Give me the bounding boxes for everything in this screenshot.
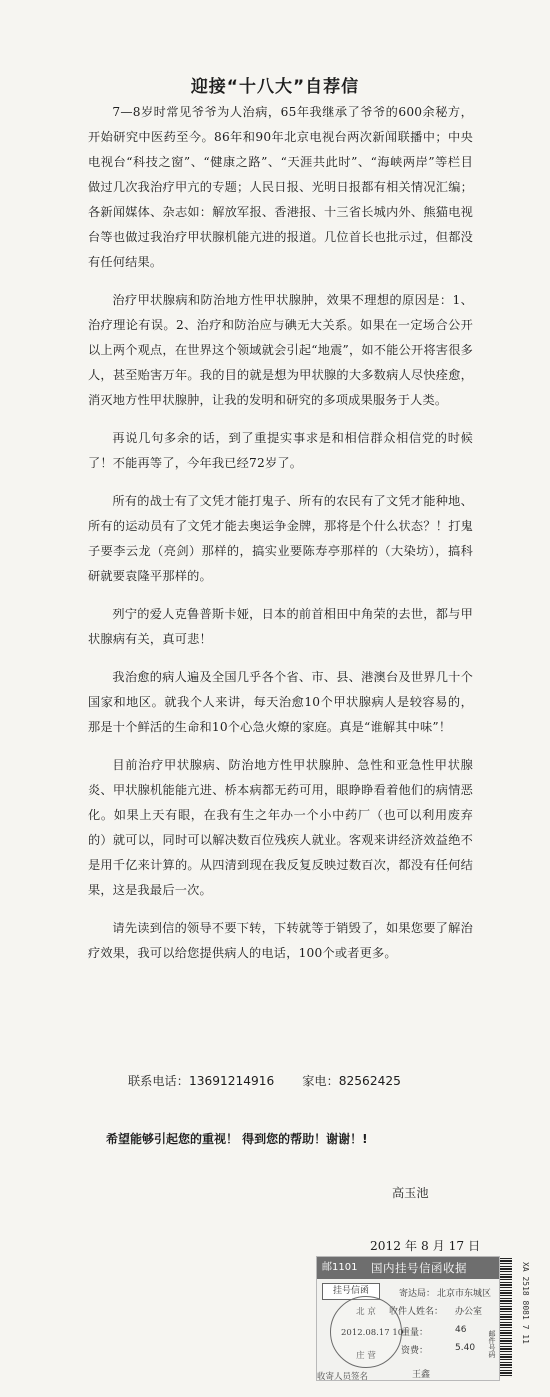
signer-name: 高玉池 [392,1186,429,1200]
barcode-number: XA 2518 8081 7 11 [521,1262,530,1344]
letter-title: 迎接“十八大”自荐信 [190,77,360,97]
postmark-city: 北 京 [356,1307,376,1317]
closing-line: 希望能够引起您的重视！ 得到您的帮助！谢谢！! [106,1132,368,1146]
receipt-row-value: 北京市东城区 [437,1289,492,1299]
contact-line [128,1072,401,1089]
paragraph: 目前治疗甲状腺病、防治地方性甲状腺肿、急性和亚急性甲状腺炎、甲状腺机能能亢进、桥本病都无药可用，眼睁睁看着他们的病情恶化。如果上天有眼，在我有生之年办一个小中药厂（也可以利用废弃的）就可以，同时可以解决数百位残疾人就业。客观来讲经济效益绝不是用千亿来计算的。从四清到现在我反复反映过数百次，都没有任何结果，这是我最后一次。 [88,758,473,897]
paragraph: 再说几句多余的话，到了重提实事求是和相信群众相信党的时候了！不能再等了，今年我已经72岁了。 [88,431,473,470]
home-phone-number: 82562425 [338,1074,401,1088]
receipt-code: 邮1101 [322,1262,358,1273]
receipt-type-box: 挂号信函 [322,1283,380,1300]
barcode-label: 邮件号码 [488,1330,496,1358]
receipt-row-value: 5.40 [455,1343,476,1353]
receipt-row-label: 收件人姓名： [389,1307,444,1317]
receipt-row-value: 46 [455,1325,467,1335]
letter-date: 2012 年 8 月 17 日 [370,1239,481,1253]
postmark-stamp [330,1296,402,1368]
receiver-signature: 王鑫 [412,1370,431,1380]
receipt-row-value: 办公室 [455,1307,483,1317]
paragraph: 7—8岁时常见爷爷为人治病，65年我继承了爷爷的600余秘方，开始研究中医药至今。86年和90年北京电视台两次新闻联播中；中央电视台“科技之窗”、“健康之路”、“天涯共此时”、“海峡两岸”等栏目做过几次我治疗甲亢的专题；人民日报、光明日报都有相关情况汇编；各新闻媒体、杂志如：解放军报、香港报、十三省长城内外、熊猫电视台等也做过我治疗甲状腺机能亢进的报道。几位首长也批示过，但都没有任何结果。 [88,105,473,269]
receipt-title: 国内挂号信函收据 [371,1261,467,1275]
receipt-header [317,1257,499,1279]
postmark-date: 2012.08.17 10 [341,1328,404,1338]
barcode-icon [500,1258,512,1376]
receipt-row-label: 重量： [401,1328,429,1338]
receiver-signature-label: 收寄人员签名 [317,1372,369,1382]
phone-label: 联系电话： [128,1074,189,1088]
paragraph: 所有的战士有了文凭才能打鬼子、所有的农民有了文凭才能种地、所有的运动员有了文凭才能去奥运争金牌，那将是个什么状态？！打鬼子要李云龙（亮剑）那样的，搞实业要陈寿亭那样的（大染坊），搞科研就要袁隆平那样的。 [88,494,473,583]
receipt-row-label: 寄达局： [399,1289,436,1299]
letter-body [88,100,473,979]
paragraph: 列宁的爱人克鲁普斯卡娅，日本的前首相田中角荣的去世，都与甲状腺病有关，真可悲！ [88,607,473,646]
home-phone-label: 家电： [302,1074,339,1088]
phone-number: 13691214916 [188,1074,275,1088]
postmark-office: 庄 营 [356,1351,376,1361]
paragraph: 治疗甲状腺病和防治地方性甲状腺肿，效果不理想的原因是：1、治疗理论有误。2、治疗和防治应与碘无大关系。如果在一定场合公开以上两个观点，在世界这个领域就会引起“地震”，如不能公开将害很多人，甚至贻害万年。我的目的就是想为甲状腺的大多数病人尽快痊愈，消灭地方性甲状腺肿，让我的发明和研究的多项成果服务于人类。 [88,293,473,407]
paragraph: 我治愈的病人遍及全国几乎各个省、市、县、港澳台及世界几十个国家和地区。就我个人来讲，每天治愈10个甲状腺病人是较容易的，那是十个鲜活的生命和10个心急火燎的家庭。真是“谁解其中味”！ [88,670,473,734]
receipt-row-label: 资费： [401,1346,429,1356]
paragraph: 请先读到信的领导不要下转，下转就等于销毁了，如果您要了解治疗效果，我可以给您提供病人的电话，100个或者更多。 [88,921,473,960]
